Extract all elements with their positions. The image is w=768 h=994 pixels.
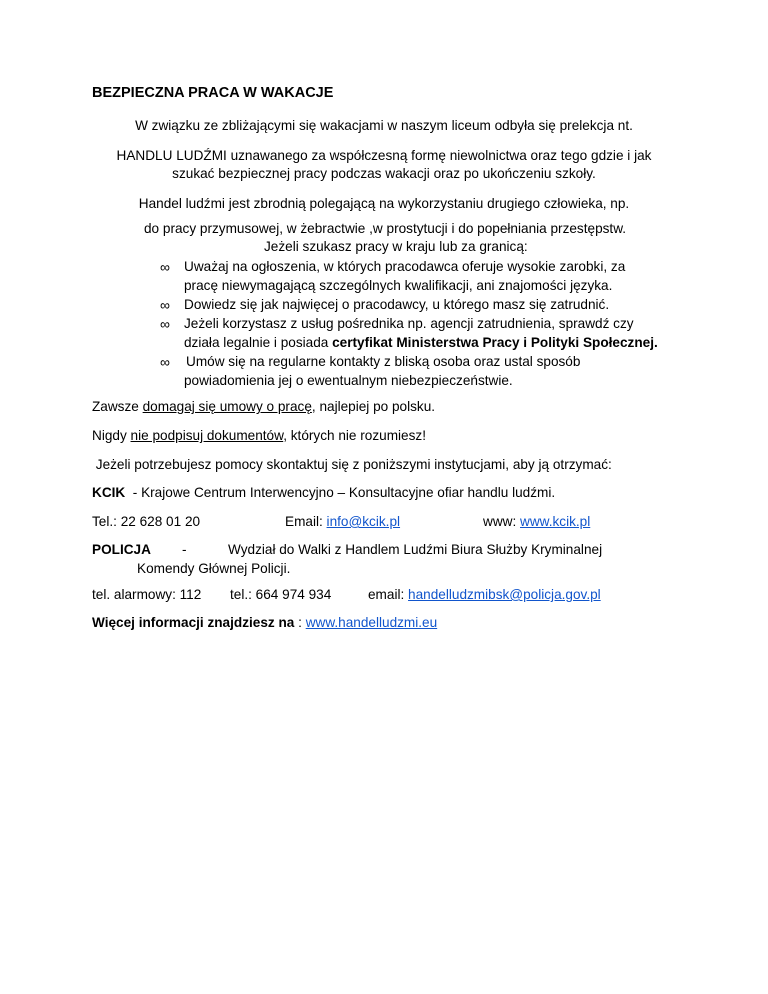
page-title: BEZPIECZNA PRACA W WAKACJE [92,85,334,101]
bullet-infinity-icon: ∞ [160,259,170,275]
kcik-www [483,513,590,531]
bullet-3-line-1: Jeżeli korzystasz z usług pośrednika np. agencji zatrudnienia, sprawdź czy [184,316,634,331]
policja-description-line-2: Komendy Głównej Policji. [137,561,291,576]
intro-line-2: HANDLU LUDŹMI uznawanego za współczesną formę niewolnictwa oraz tego gdzie i jak [116,148,652,163]
bullet-3-line-2 [184,334,658,352]
policja-name [92,541,151,559]
kcik-email [285,513,400,531]
policja-email-label: email: [368,587,409,602]
intro-line-1: W związku ze zbliżającymi się wakacjami w naszym liceum odbyła się prelekcja nt. [135,118,633,133]
policja-email [368,586,601,604]
bullet-infinity-icon: ∞ [160,354,170,370]
bullet-infinity-icon: ∞ [160,316,170,332]
definition-line-3: Jeżeli szukasz pracy w kraju lub za granicą: [264,239,528,254]
kcik-www-label: www: [483,514,521,529]
more-info [92,614,437,632]
kcik-name: KCIK [92,485,126,500]
policja-alarm-phone: tel. alarmowy: 112 [92,587,202,602]
advice-contract [92,398,435,416]
kcik-phone: Tel.: 22 628 01 20 [92,514,201,529]
advice-contract-emphasis: domagaj się umowy o pracę [142,399,312,414]
kcik-description: - Krajowe Centrum Interwencyjno – Konsultacyjne ofiar handlu ludźmi. [125,485,556,500]
bullet-3-text: działa legalnie i posiada [184,335,333,350]
bullet-4-line-2: powiadomienia jej o ewentualnym niebezpieczeństwie. [184,373,513,388]
advice-documents-emphasis: nie podpisuj dokumentów [130,428,284,443]
advice-documents [92,427,426,445]
policja-phone: tel.: 664 974 934 [230,587,332,602]
bullet-2-line-1: Dowiedz się jak najwięcej o pracodawcy, u którego masz się zatrudnić. [184,297,610,312]
advice-documents-prefix: Nigdy [92,428,131,443]
bullet-4-line-1: Umów się na regularne kontakty z bliską osoba oraz ustal sposób [186,354,581,369]
policja-description-line-1: Wydział do Walki z Handlem Ludźmi Biura Służby Kryminalnej [228,542,603,557]
definition-line-1: Handel ludźmi jest zbrodnią polegającą na wykorzystaniu drugiego człowieka, np. [138,196,630,211]
more-info-label: Więcej informacji znajdziesz na [92,615,295,630]
advice-contract-suffix: , najlepiej po polsku. [311,399,436,414]
policja-name-text: POLICJA [92,542,151,557]
kcik-email-link[interactable]: info@kcik.pl [326,514,401,529]
bullet-infinity-icon: ∞ [160,297,170,313]
kcik-entry [92,484,555,502]
definition-line-2: do pracy przymusowej, w żebractwie ,w prostytucji i do popełniania przestępstw. [144,221,627,236]
intro-line-3: szukać bezpiecznej pracy podczas wakacji oraz po ukończeniu szkoły. [172,166,596,181]
policja-email-link[interactable]: handelludzmibsk@policja.gov.pl [408,587,601,602]
certificate-name: certyfikat Ministerstwa Pracy i Polityki Społecznej. [332,335,658,350]
more-info-link[interactable]: www.handelludzmi.eu [305,615,438,630]
advice-documents-suffix: , których nie rozumiesz! [283,428,426,443]
bullet-1-line-2: pracę niewymagającą szczególnych kwalifikacji, ani znajomości języka. [184,278,613,293]
bullet-1-line-1: Uważaj na ogłoszenia, w których pracodawca oferuje wysokie zarobki, za [184,259,626,274]
policja-dash: - [182,542,187,557]
kcik-email-label: Email: [285,514,327,529]
help-intro: Jeżeli potrzebujesz pomocy skontaktuj się z poniższymi instytucjami, aby ją otrzymać: [92,457,612,472]
advice-contract-prefix: Zawsze [92,399,143,414]
kcik-www-link[interactable]: www.kcik.pl [520,514,591,529]
more-info-separator: : [294,615,306,630]
